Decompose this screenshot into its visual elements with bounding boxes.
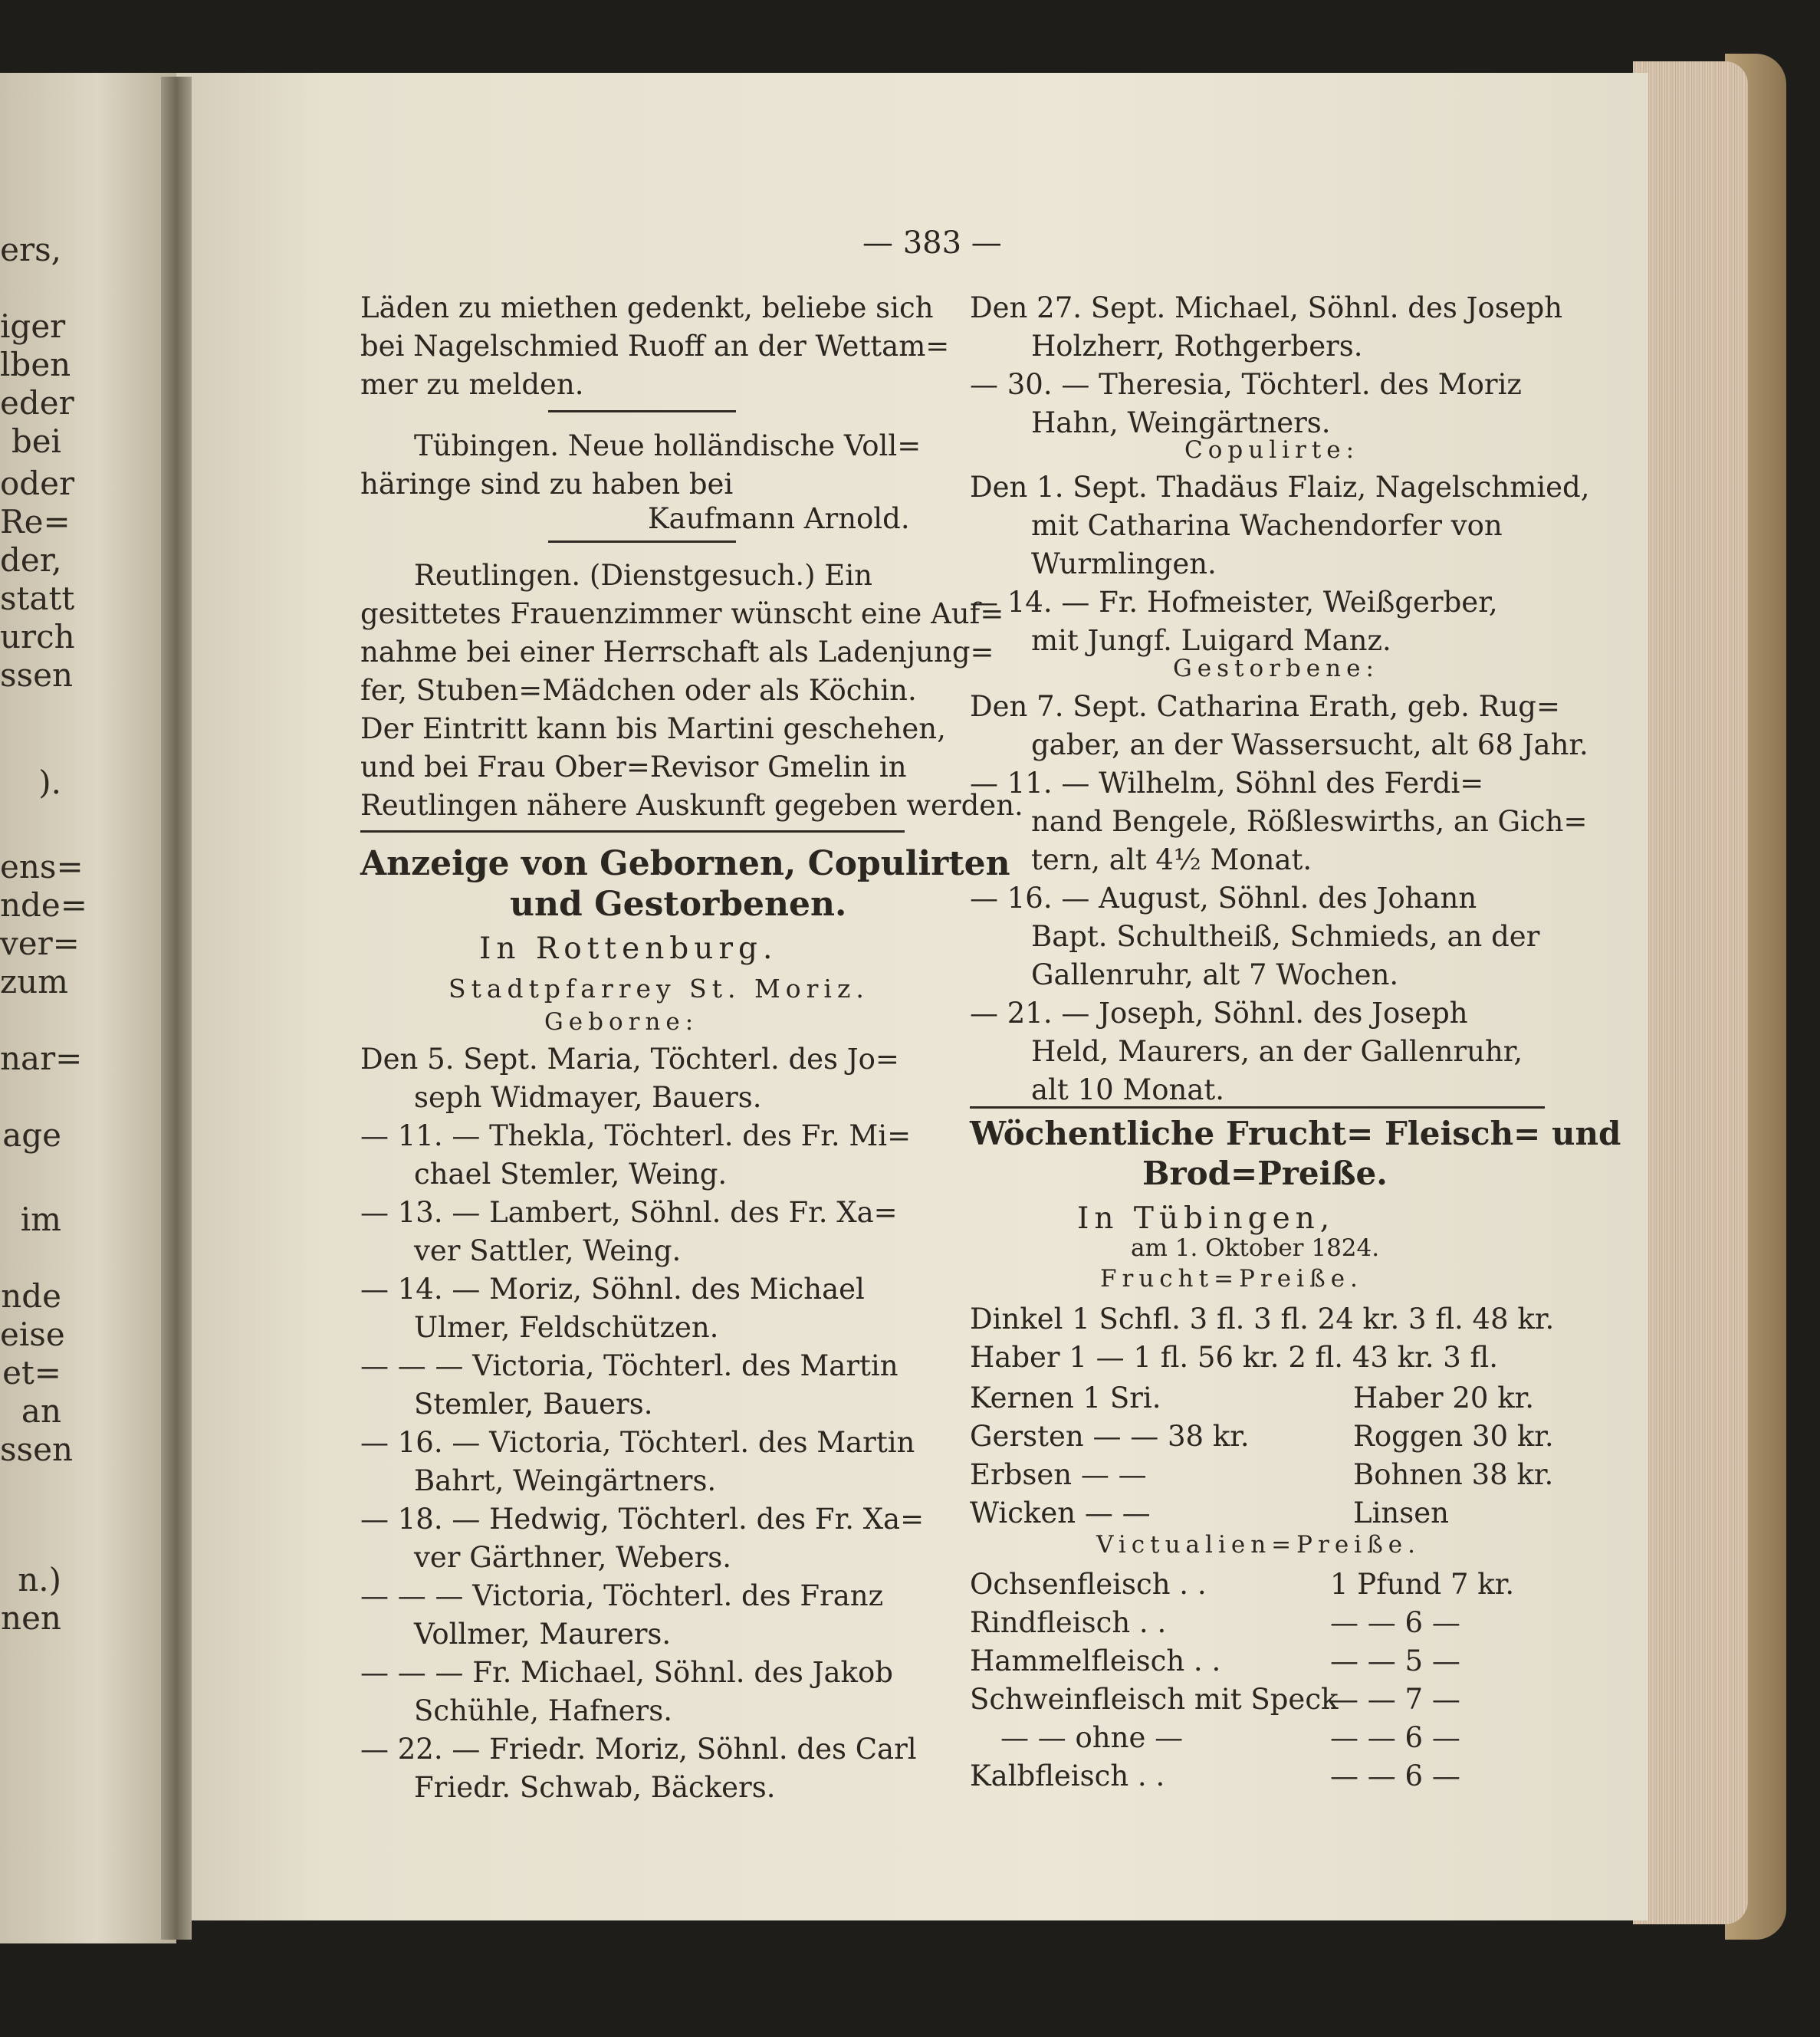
small-grain-left: Gersten — — 38 kr. — [970, 1420, 1250, 1453]
victual-price: — — 6 — — [1330, 1721, 1460, 1754]
small-grain-right: Bohnen 38 kr. — [1353, 1458, 1554, 1491]
births-entry: Holzherr, Rothgerbers. — [1031, 330, 1363, 363]
section-rule — [360, 830, 905, 833]
births-entry: — 16. — Victoria, Töchterl. des Martin — [360, 1426, 915, 1459]
deaths-entry: Bapt. Schultheiß, Schmieds, an der — [1031, 920, 1540, 953]
births-entry: — 22. — Friedr. Moriz, Söhnl. des Carl — [360, 1733, 917, 1766]
deaths-entry: Den 7. Sept. Catharina Erath, geb. Rug= — [970, 690, 1560, 723]
left-page-fragment: ens= — [0, 848, 84, 885]
prices-heading: Brod=Preiße. — [1142, 1155, 1388, 1192]
births-entry: Stemler, Bauers. — [414, 1388, 653, 1421]
births-entry: Schühle, Hafners. — [414, 1694, 672, 1727]
reutlingen-ad-line: und bei Frau Ober=Revisor Gmelin in — [360, 751, 907, 784]
section-rule — [970, 1106, 1545, 1109]
left-page-fragment: iger — [0, 307, 66, 345]
left-page-fragment: zum — [0, 963, 69, 1000]
births-entry: Hahn, Weingärtners. — [1031, 406, 1331, 439]
left-page — [0, 73, 176, 1943]
page-edges — [1633, 61, 1748, 1924]
grain-line: Dinkel 1 Schfl. 3 fl. 3 fl. 24 kr. 3 fl. 48 kr. — [970, 1303, 1555, 1336]
births-entry: — 14. — Moriz, Söhnl. des Michael — [360, 1273, 865, 1306]
deaths-entry: Gallenruhr, alt 7 Wochen. — [1031, 958, 1399, 991]
left-page-fragment: nar= — [0, 1040, 83, 1077]
births-entry: — — — Victoria, Töchterl. des Franz — [360, 1579, 884, 1612]
left-page-fragment: bei — [11, 422, 61, 460]
victual-price: 1 Pfund 7 kr. — [1330, 1568, 1515, 1601]
small-grain-left: Erbsen — — — [970, 1458, 1147, 1491]
announcement-heading: Anzeige von Gebornen, Copulirten — [360, 844, 1010, 883]
left-page-fragment: urch — [0, 618, 75, 655]
victual-price: — — 6 — — [1330, 1606, 1460, 1639]
births-entry: seph Widmayer, Bauers. — [414, 1081, 762, 1114]
ad-end-line: mer zu melden. — [360, 368, 584, 401]
left-page-fragment: nen — [1, 1599, 61, 1637]
reutlingen-ad-line: nahme bei einer Herrschaft als Ladenjung= — [360, 636, 994, 669]
left-page-fragment: eder — [0, 384, 74, 422]
left-page-fragment: nde= — [0, 886, 87, 924]
births-label: Geborne: — [544, 1008, 699, 1036]
births-entry: — 30. — Theresia, Töchterl. des Moriz — [970, 368, 1522, 401]
small-grain-left: Wicken — — — [970, 1497, 1151, 1529]
prices-heading: Wöchentliche Frucht= Fleisch= und — [970, 1115, 1621, 1152]
section-rule — [548, 410, 736, 412]
births-entry: — 13. — Lambert, Söhnl. des Fr. Xa= — [360, 1196, 898, 1229]
deaths-entry: — 16. — August, Söhnl. des Johann — [970, 882, 1477, 915]
births-entry: Bahrt, Weingärtners. — [414, 1464, 717, 1497]
prices-date: am 1. Oktober 1824. — [1131, 1234, 1380, 1262]
births-entry: — 18. — Hedwig, Töchterl. des Fr. Xa= — [360, 1503, 925, 1536]
births-entry: Ulmer, Feldschützen. — [414, 1311, 719, 1344]
births-entry: — — — Fr. Michael, Söhnl. des Jakob — [360, 1656, 893, 1689]
deaths-entry: — 11. — Wilhelm, Söhnl des Ferdi= — [970, 767, 1484, 800]
small-grain-left: Kernen 1 Sri. — [970, 1382, 1161, 1414]
left-page-fragment: der, — [0, 541, 62, 579]
births-entry: — — — Victoria, Töchterl. des Martin — [360, 1349, 899, 1382]
victual-price: — — 7 — — [1330, 1683, 1460, 1716]
births-entry: Vollmer, Maurers. — [414, 1618, 672, 1651]
left-page-fragment: ssen — [0, 1431, 74, 1468]
tuebingen-ad-line: Kaufmann Arnold. — [648, 502, 910, 535]
births-entry: Den 27. Sept. Michael, Söhnl. des Joseph — [970, 291, 1563, 324]
deaths-entry: Held, Maurers, an der Gallenruhr, — [1031, 1035, 1523, 1068]
victual-item: Rindfleisch . . — [970, 1606, 1167, 1639]
victual-item: Hammelfleisch . . — [970, 1644, 1221, 1677]
married-entry: mit Catharina Wachendorfer von — [1031, 509, 1503, 542]
married-label: Copulirte: — [1184, 436, 1360, 464]
left-page-fragment: ver= — [0, 925, 80, 962]
place-heading: In Rottenburg. — [479, 931, 778, 966]
married-entry: Den 1. Sept. Thadäus Flaiz, Nagelschmied, — [970, 471, 1590, 504]
births-entry: Friedr. Schwab, Bäckers. — [414, 1771, 776, 1804]
left-page-fragment: n.) — [18, 1561, 61, 1598]
deaths-entry: alt 10 Monat. — [1031, 1073, 1225, 1106]
births-entry: chael Stemler, Weing. — [414, 1158, 728, 1191]
deaths-entry: gaber, an der Wassersucht, alt 68 Jahr. — [1031, 728, 1588, 761]
left-page-fragment: an — [21, 1392, 61, 1430]
victual-price: — — 5 — — [1330, 1644, 1460, 1677]
victual-item: Schweinfleisch mit Speck — [970, 1683, 1339, 1716]
left-page-fragment: ). — [38, 764, 61, 801]
reutlingen-ad-line: Der Eintritt kann bis Martini geschehen, — [360, 712, 946, 745]
ad-end-line: bei Nagelschmied Ruoff an der Wettam= — [360, 330, 950, 363]
victual-item: Ochsenfleisch . . — [970, 1568, 1207, 1601]
left-page-fragment: ers, — [0, 231, 61, 268]
left-page-fragment: nde — [1, 1277, 61, 1315]
section-rule — [548, 540, 736, 543]
reutlingen-ad-line: Reutlingen. (Dienstgesuch.) Ein — [414, 559, 872, 592]
small-grain-right: Linsen — [1353, 1497, 1449, 1529]
births-entry: ver Gärthner, Webers. — [414, 1541, 732, 1574]
reutlingen-ad-line: fer, Stuben=Mädchen oder als Köchin. — [360, 674, 917, 707]
prices-place: In Tübingen, — [1077, 1201, 1335, 1236]
left-page-fragment: age — [2, 1116, 61, 1154]
married-entry: mit Jungf. Luigard Manz. — [1031, 624, 1391, 657]
married-entry: Wurmlingen. — [1031, 547, 1217, 580]
page-number: — 383 — — [862, 225, 1002, 261]
small-grain-right: Haber 20 kr. — [1353, 1382, 1535, 1414]
married-entry: — 14. — Fr. Hofmeister, Weißgerber, — [970, 586, 1498, 619]
reutlingen-ad-line: Reutlingen nähere Auskunft gegeben werden. — [360, 789, 1023, 822]
small-grain-right: Roggen 30 kr. — [1353, 1420, 1554, 1453]
births-entry: Den 5. Sept. Maria, Töchterl. des Jo= — [360, 1043, 899, 1076]
left-page-fragment: lben — [0, 346, 71, 383]
left-page-fragment: im — [20, 1201, 61, 1238]
victual-item: — — ohne — — [1000, 1721, 1184, 1754]
left-page-fragment: oder — [0, 465, 75, 502]
victual-label: Victualien=Preiße. — [1096, 1531, 1421, 1559]
victual-item: Kalbfleisch . . — [970, 1759, 1165, 1792]
births-entry: — 11. — Thekla, Töchterl. des Fr. Mi= — [360, 1119, 912, 1152]
announcement-heading: und Gestorbenen. — [510, 885, 847, 924]
parish-heading: Stadtpfarrey St. Moriz. — [448, 974, 869, 1004]
grain-line: Haber 1 — 1 fl. 56 kr. 2 fl. 43 kr. 3 fl. — [970, 1341, 1498, 1374]
deaths-entry: — 21. — Joseph, Söhnl. des Joseph — [970, 997, 1468, 1030]
grain-label: Frucht=Preiße. — [1100, 1265, 1363, 1293]
births-entry: ver Sattler, Weing. — [414, 1234, 682, 1267]
reutlingen-ad-line: gesittetes Frauenzimmer wünscht eine Auf= — [360, 597, 1004, 630]
left-page-fragment: eise — [0, 1316, 65, 1353]
deaths-entry: nand Bengele, Rößleswirths, an Gich= — [1031, 805, 1588, 838]
book-gutter — [161, 77, 192, 1940]
left-page-fragment: et= — [2, 1354, 61, 1391]
tuebingen-ad-line: häringe sind zu haben bei — [360, 468, 734, 501]
tuebingen-ad-line: Tübingen. Neue holländische Voll= — [414, 429, 921, 462]
left-page-fragment: ssen — [0, 656, 74, 694]
left-page-fragment: Re= — [0, 503, 71, 540]
deaths-entry: tern, alt 4½ Monat. — [1031, 843, 1312, 876]
deaths-label: Gestorbene: — [1173, 655, 1379, 682]
ad-end-line: Läden zu miethen gedenkt, beliebe sich — [360, 291, 934, 324]
left-page-fragment: statt — [0, 580, 75, 617]
victual-price: — — 6 — — [1330, 1759, 1460, 1792]
